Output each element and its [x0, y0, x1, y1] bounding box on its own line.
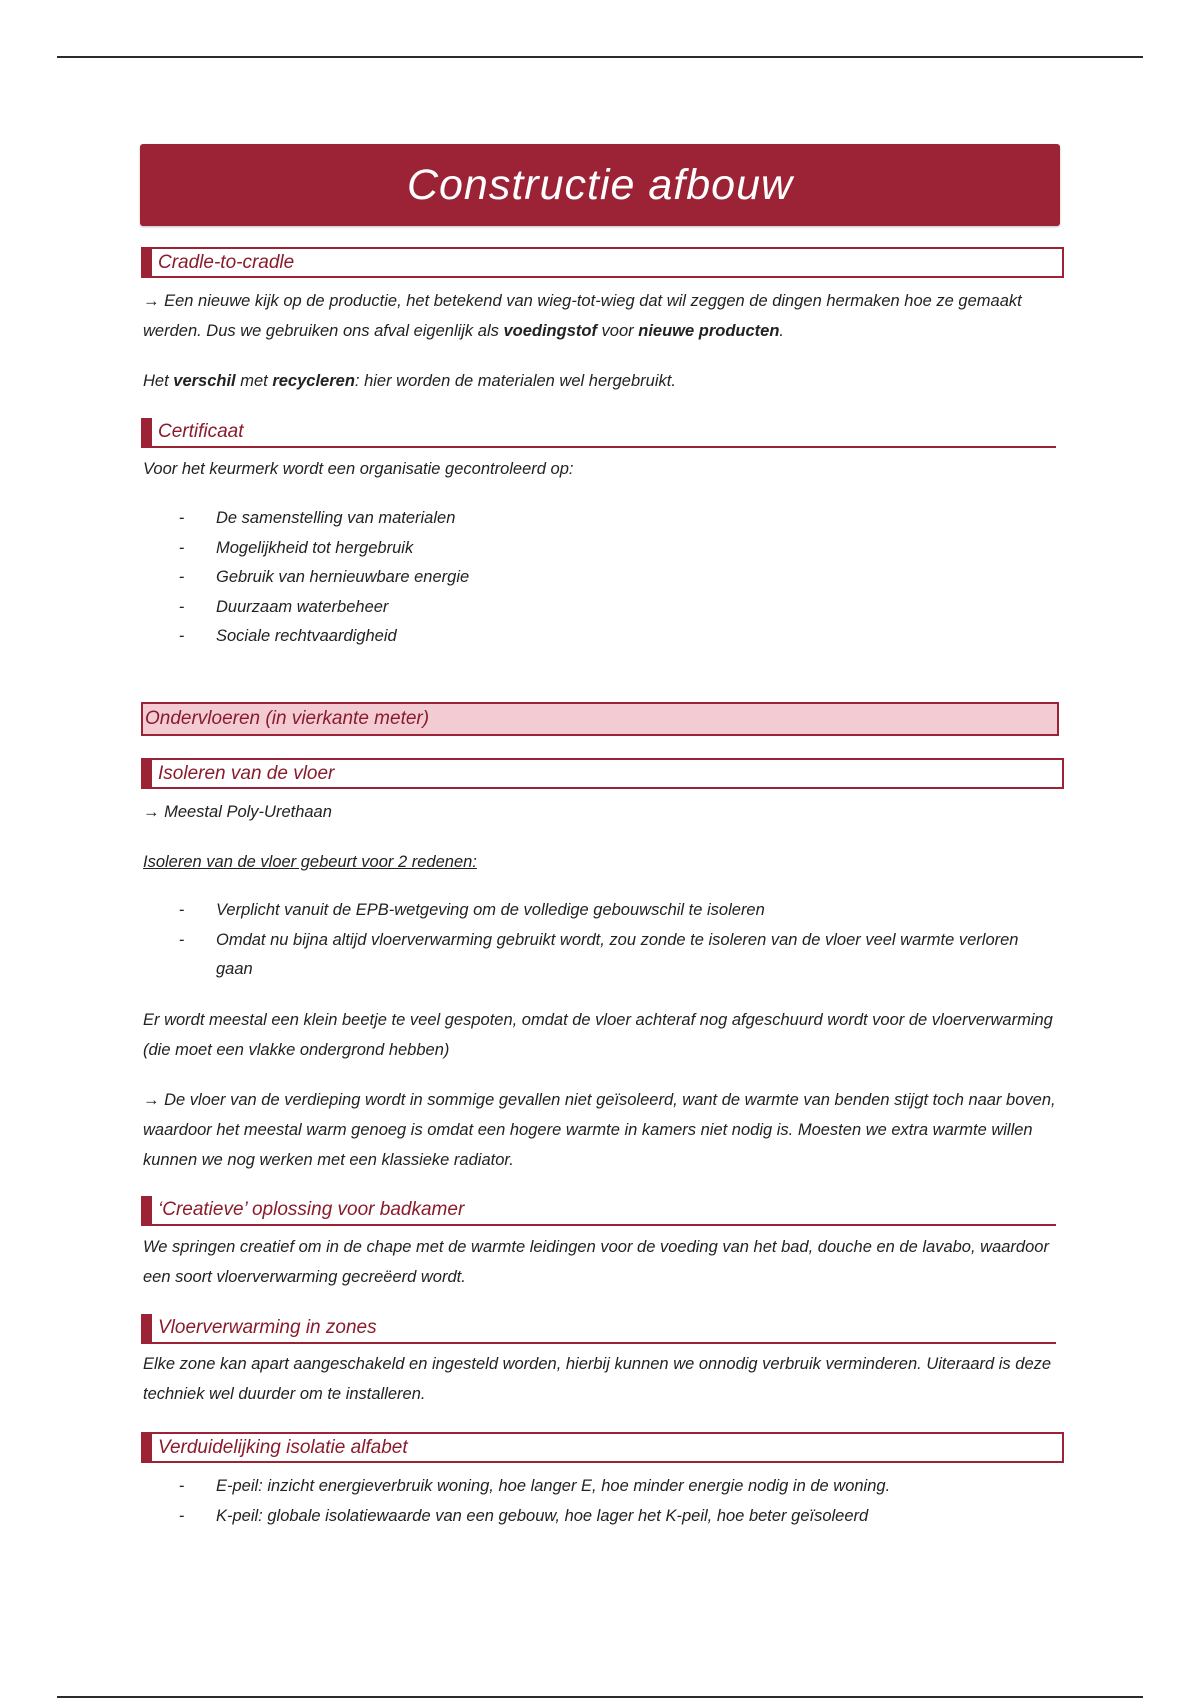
certificaat-list — [143, 504, 1058, 652]
list-item: - Sociale rechtvaardigheid — [179, 627, 397, 645]
isoleren-paragraph-1: Er wordt meestal een klein beetje te veel gespoten, omdat de vloer achteraf nog afgeschuurd wordt voor de vloerverwarming (die moet een vlakke ondergrond hebben) — [143, 1011, 1053, 1059]
cradle-paragraph-2: Het verschil met recycleren: hier worden de materialen wel hergebruikt. — [143, 372, 676, 390]
bottom-rule — [57, 1696, 1143, 1698]
isoleren-paragraph-2: → De vloer van de verdieping wordt in sommige gevallen niet geïsoleerd, want de warmte van benden stijgt toch naar boven, waardoor het meestal warm genoeg is omdat een hogere warmte in kamers niet nodig is. Moesten we extra warmte willen kunnen we nog werken met een klassieke radiator. — [143, 1091, 1056, 1169]
arrow-icon: → — [143, 1091, 160, 1109]
isoleren-subheading: Isoleren van de vloer gebeurt voor 2 redenen: — [143, 853, 477, 871]
heading-certificaat: Certificaat — [141, 418, 1056, 448]
list-item: - De samenstelling van materialen — [179, 509, 456, 527]
list-item: - Mogelijkheid tot hergebruik — [179, 538, 414, 557]
certificaat-intro: Voor het keurmerk wordt een organisatie gecontroleerd op: — [143, 460, 574, 478]
cradle-paragraph-1: → Een nieuwe kijk op de productie, het betekend van wieg-tot-wieg dat wil zeggen de dingen hermaken hoe ze gemaakt werden. Dus we gebruiken ons afval eigenlijk als voedingstof voor nieuwe producten. — [143, 292, 1022, 340]
arrow-icon: → — [143, 803, 160, 821]
list-item: - E-peil: inzicht energieverbruik woning, hoe langer E, hoe minder energie nodig in de woning. — [179, 1477, 891, 1495]
top-rule — [57, 56, 1143, 58]
list-item: - Verplicht vanuit de EPB-wetgeving om de volledige gebouwschil te isoleren — [179, 901, 765, 919]
list-item: - Gebruik van hernieuwbare energie — [179, 568, 470, 586]
list-item: - K-peil: globale isolatiewaarde van een gebouw, hoe lager het K-peil, hoe beter geïsoleerd — [179, 1506, 869, 1525]
heading-zones: Vloerverwarming in zones — [141, 1314, 1056, 1344]
list-item: - Omdat nu bijna altijd vloerverwarming gebruikt wordt, zou zonde te isoleren van de vloer veel warmte verloren gaan — [179, 930, 1019, 978]
page-title: Constructie afbouw — [406, 160, 794, 209]
heading-isoleren-vloer: Isoleren van de vloer — [141, 758, 1064, 789]
heading-ondervloeren: Ondervloeren (in vierkante meter) — [141, 702, 1059, 736]
alfabet-list — [143, 1472, 1058, 1531]
list-item: - Duurzaam waterbeheer — [179, 597, 389, 616]
heading-isolatie-alfabet: Verduidelijking isolatie alfabet — [141, 1432, 1064, 1463]
heading-badkamer: ‘Creatieve’ oplossing voor badkamer — [141, 1196, 1056, 1226]
page-title-banner — [140, 144, 1060, 226]
isoleren-line-1: → Meestal Poly-Urethaan — [143, 803, 332, 821]
zones-paragraph: Elke zone kan apart aangeschakeld en ingesteld worden, hierbij kunnen we onnodig verbruik verminderen. Uiteraard is deze techniek wel duurder om te installeren. — [143, 1355, 1052, 1403]
arrow-icon: → — [143, 292, 160, 310]
heading-cradle-to-cradle: Cradle-to-cradle — [141, 247, 1064, 278]
isoleren-list — [143, 896, 1058, 985]
badkamer-paragraph: We springen creatief om in de chape met de warmte leidingen voor de voeding van het bad, douche en de lavabo, waardoor een soort vloerverwarming gecreëerd wordt. — [143, 1238, 1049, 1286]
